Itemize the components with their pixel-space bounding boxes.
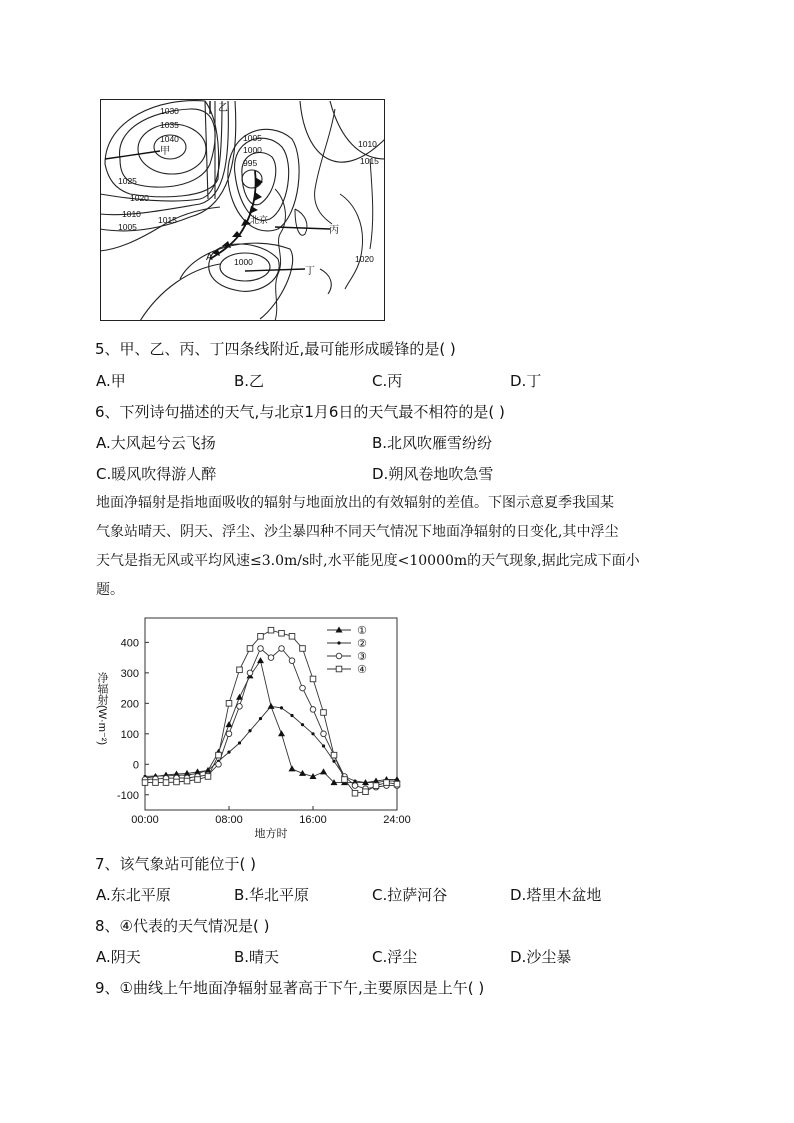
q6-option-a: A.大风起兮云飞扬 [96, 434, 216, 452]
series-4-point [163, 780, 169, 786]
series-4-point [384, 780, 390, 786]
q8-option-d: D.沙尘暴 [510, 948, 572, 966]
series-4-point [237, 667, 243, 673]
series-3-point [226, 731, 232, 737]
series-4-point [300, 646, 306, 652]
series-4-point [331, 752, 337, 758]
label-1020-e: 1020 [355, 254, 374, 264]
q8-option-b: B.晴天 [234, 948, 280, 966]
x-tick-label: 00:00 [131, 814, 159, 826]
series-2-point [364, 781, 367, 784]
series-3-point [279, 646, 285, 652]
series-4-point [153, 780, 159, 786]
series-3-point [289, 658, 295, 664]
series-2-point [248, 729, 251, 732]
series-2-point [238, 741, 241, 744]
series-3-point [300, 685, 306, 691]
series-2-point [332, 760, 335, 763]
q5-option-d: D.丁 [510, 372, 542, 390]
series-4-point [321, 710, 327, 716]
q8-option-c: C.浮尘 [372, 948, 418, 966]
label-1025: 1025 [118, 176, 137, 186]
series-4-point [268, 627, 274, 633]
series-4-point [289, 633, 295, 639]
series-4-point [363, 789, 369, 795]
series-4-point [310, 676, 316, 682]
label-A: A [206, 252, 213, 263]
y-axis-label: 净辐射(W·m⁻²) [96, 672, 108, 746]
series-4-point [352, 790, 358, 796]
series-3-point [247, 670, 253, 676]
x-axis-label: 地方时 [254, 828, 288, 840]
series-4-point [373, 783, 379, 789]
label-1010: 1010 [122, 209, 141, 219]
y-tick-label: 400 [120, 637, 139, 650]
series-2-point [301, 723, 304, 726]
series-4-point [342, 777, 348, 783]
series-2-point [227, 750, 230, 753]
passage-line-4: 题。 [96, 582, 124, 598]
series-2-point [280, 706, 283, 709]
label-1015: 1015 [158, 215, 177, 225]
passage [96, 489, 700, 605]
passage-line-3: 天气是指无风或平均风速≤3.0m/s时,水平能见度<10000m的天气现象,据此完成下面小 [96, 553, 640, 569]
legend-label: ④ [357, 664, 367, 676]
q6-option-d: D.朔风卷地吹急雪 [372, 465, 494, 483]
label-bing: 丙 [329, 225, 339, 236]
q6-option-c: C.暖风吹得游人醉 [96, 465, 217, 483]
label-1000-c: 1000 [243, 145, 262, 155]
series-3-point [310, 707, 316, 713]
series-3-point [216, 761, 222, 767]
q7-option-d: D.塔里木盆地 [510, 886, 602, 904]
series-4-point [247, 646, 253, 652]
y-tick-label: -100 [116, 789, 139, 802]
label-1005: 1005 [118, 222, 137, 232]
label-1030: 1030 [160, 106, 179, 116]
series-2-point [311, 732, 314, 735]
label-1015-e: 1015 [360, 156, 379, 166]
passage-line-1: 地面净辐射是指地面吸收的辐射与地面放出的有效辐射的差值。下图示意夏季我国某 [96, 495, 614, 511]
label-1005-c: 1005 [243, 133, 262, 143]
series-4-point [226, 701, 232, 707]
label-1010-e: 1010 [358, 139, 377, 149]
q9-stem: 9、①曲线上午地面净辐射显著高于下午,主要原因是上午( ) [95, 979, 485, 997]
x-tick-label: 08:00 [215, 814, 243, 826]
label-1000-s: 1000 [234, 257, 253, 267]
label-1040: 1040 [160, 134, 179, 144]
legend-label: ② [357, 638, 367, 650]
series-3-point [321, 731, 327, 737]
series-3-point [237, 704, 243, 710]
label-1020: 1020 [130, 193, 149, 203]
label-ding: 丁 [305, 266, 315, 277]
y-tick-label: 100 [120, 728, 139, 741]
series-4-point [258, 633, 264, 639]
net-radiation-chart [92, 614, 422, 844]
weather-map [100, 99, 385, 321]
passage-line-2: 气象站晴天、阴天、浮尘、沙尘暴四种不同天气情况下地面净辐射的日变化,其中浮尘 [96, 524, 619, 540]
series-3-point [258, 646, 264, 652]
legend-marker [336, 653, 342, 659]
q6-stem: 6、下列诗句描述的天气,与北京1月6日的天气最不相符的是( ) [95, 403, 505, 421]
series-2-point [206, 769, 209, 772]
q5-option-a: A.甲 [96, 372, 126, 390]
series-4-point [174, 779, 180, 785]
label-jia: 甲 [160, 146, 170, 157]
series-2-point [322, 744, 325, 747]
y-tick-label: 200 [120, 698, 139, 711]
series-4-point [184, 778, 190, 784]
x-tick-label: 16:00 [299, 814, 327, 826]
q7-option-c: C.拉萨河谷 [372, 886, 448, 904]
q7-option-b: B.华北平原 [234, 886, 310, 904]
q7-stem: 7、该气象站可能位于( ) [95, 855, 257, 873]
x-tick-label: 24:00 [383, 814, 411, 826]
q8-option-a: A.阴天 [96, 948, 141, 966]
series-3-point [268, 655, 274, 661]
q8-stem: 8、④代表的天气情况是( ) [95, 917, 270, 935]
q6-option-b: B.北风吹雁雪纷纷 [372, 434, 493, 452]
q5-option-c: C.丙 [372, 372, 403, 390]
series-4-point [216, 752, 222, 758]
y-tick-label: 0 [132, 759, 139, 772]
legend-marker [336, 666, 342, 672]
q7-option-a: A.东北平原 [96, 886, 171, 904]
series-2-point [353, 779, 356, 782]
series-4-point [142, 780, 148, 786]
series-4-point [195, 777, 201, 783]
legend-label: ③ [357, 651, 367, 663]
label-1035: 1035 [160, 120, 179, 130]
series-4-point [394, 781, 400, 787]
q5-option-b: B.乙 [234, 372, 265, 390]
series-3-point [352, 783, 358, 789]
label-beijing: 北京 [250, 215, 269, 225]
y-tick-label: 300 [120, 667, 139, 680]
series-2-point [269, 705, 272, 708]
series-4-point [205, 774, 211, 780]
series-2-point [259, 717, 262, 720]
series-2-point [290, 714, 293, 717]
q5-stem: 5、甲、乙、丙、丁四条线附近,最可能形成暖锋的是( ) [95, 340, 456, 358]
legend-label: ① [357, 625, 367, 637]
series-4-point [279, 630, 285, 636]
label-995: 995 [243, 158, 258, 168]
legend-marker [337, 641, 340, 644]
label-yi: 乙 [218, 103, 228, 114]
